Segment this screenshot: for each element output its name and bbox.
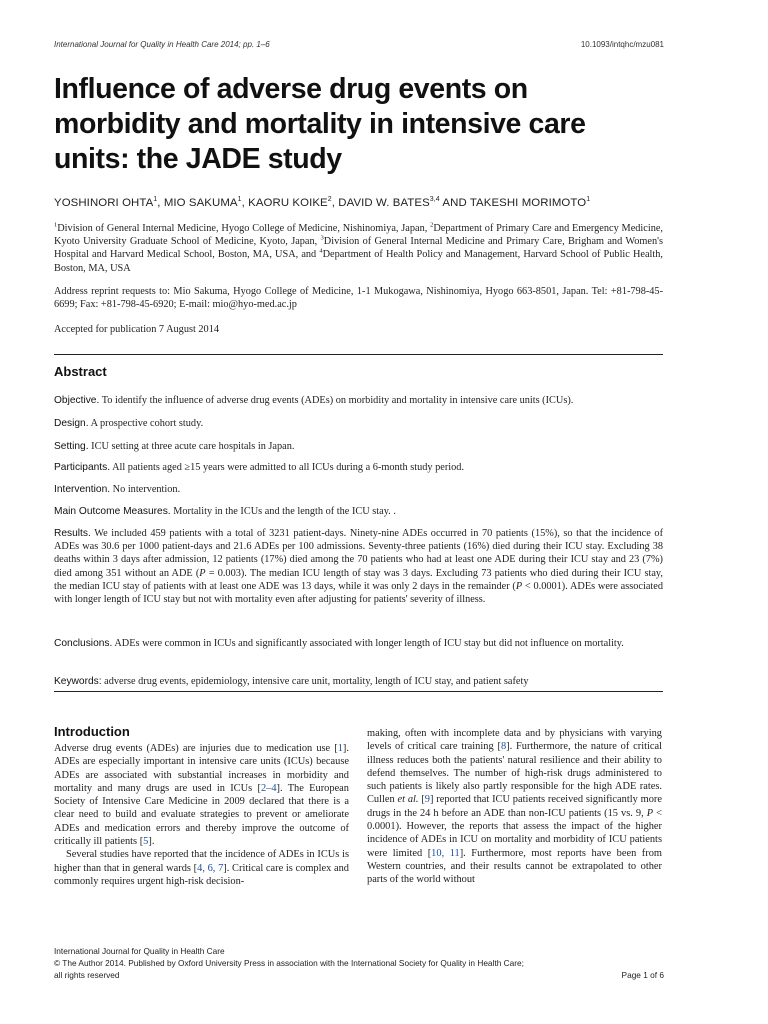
paragraph-text: reported that ICU patients received significantly more drugs in the 24 h before an ADE than non-ICU patients (15 vs. 9, — [367, 794, 662, 819]
affiliation-mark: 3 — [320, 234, 324, 242]
affiliation-text: Department of Primary Care and Emergency Medicine, Kyoto University Graduate School of Medicine, Kyoto, Japan, — [54, 223, 664, 248]
results-p-symbol: P — [515, 580, 523, 592]
author-affiliation-mark: 3,4 — [429, 196, 440, 203]
paragraph-text: [ — [193, 862, 198, 874]
paragraph — [54, 742, 349, 848]
citation-link[interactable]: 5 — [143, 836, 149, 848]
paragraph-text: Several studies have reported that the incidence of ADEs in ICUs is higher than that in general wards — [54, 849, 349, 874]
abstract-top-rule — [54, 354, 663, 355]
footer-rights: all rights reserved — [54, 970, 120, 980]
abstract-intervention — [54, 483, 663, 496]
outcome-label: Main Outcome Measures. — [54, 506, 171, 517]
paragraph-text: ] — [342, 743, 347, 754]
affiliation-mark: 4 — [319, 247, 323, 255]
setting-label: Setting. — [54, 441, 89, 452]
reprint-address: Address reprint requests to: Mio Sakuma, Hyogo College of Medicine, 1-1 Mukogawa, Nishinomiya, Hyogo 663-8501, Japan. Tel: +81-798-45-6699; Fax: +81-798-45-6920; E-mail: mio@hyo-med.ac.jp — [54, 286, 663, 311]
accepted-date: Accepted for publication 7 August 2014 — [54, 324, 220, 335]
author-affiliation-mark: 1 — [153, 196, 158, 203]
paragraph-text: ] — [506, 741, 510, 753]
citation-link[interactable]: 2–4 — [260, 782, 277, 794]
affiliation-text: Division of General Internal Medicine and Primary Care, Brigham and Women's Hospital and Harvard Medical School, Boston, MA, USA, and — [54, 236, 663, 261]
paragraph-text: Adverse drug events (ADEs) are injuries due to medication use — [54, 743, 335, 754]
conclusions-label: Conclusions. — [54, 638, 113, 649]
paragraph-text: [ — [334, 743, 338, 754]
paragraph-text: [ — [497, 741, 501, 753]
affiliations — [54, 222, 663, 275]
abstract-conclusions — [54, 637, 663, 650]
paragraph — [54, 848, 349, 888]
participants-label: Participants. — [54, 462, 111, 473]
abstract-design — [54, 417, 663, 430]
objective-text: To identify the influence of adverse drug events (ADEs) on morbidity and mortality in intensive care units (ICUs). — [101, 395, 574, 406]
author-affiliation-mark: 1 — [586, 196, 591, 203]
abstract-setting — [54, 440, 663, 453]
affiliation-mark: 1 — [54, 221, 58, 229]
design-text: A prospective cohort study. — [90, 418, 204, 429]
author-separator: , — [157, 196, 164, 209]
author-name: DAVID W. BATES — [338, 196, 430, 209]
body-column-left — [54, 742, 349, 888]
author-separator: AND — [439, 196, 470, 209]
citation-link[interactable]: 9 — [424, 794, 430, 806]
paragraph-text: [ — [139, 836, 144, 848]
author-affiliation-mark: 1 — [237, 196, 242, 203]
affiliation-mark: 2 — [430, 221, 434, 229]
author-name: YOSHINORI OHTA — [54, 196, 154, 209]
author-list — [54, 196, 674, 209]
design-label: Design. — [54, 418, 89, 429]
italic-text: P — [646, 807, 654, 819]
results-text: < 0.0001). ADEs were associated with longer length of ICU stay but not with mortality even after adjusting for patients' severity of illness. — [54, 580, 663, 606]
paragraph-text: ] — [276, 782, 280, 794]
paragraph-text: . — [151, 836, 155, 848]
page-number: Page 1 of 6 — [621, 970, 664, 980]
author-name: KAORU KOIKE — [248, 196, 328, 209]
citation-link[interactable]: 1 — [337, 743, 343, 754]
italic-text: et al. — [397, 794, 419, 806]
paragraph-text: . Critical care is complex and commonly requires urgent high-risk decision- — [54, 862, 349, 887]
results-text: We included 459 patients with a total of 3231 patient-days. Ninety-nine ADEs occurred in 70 patients (15%), so that the incidence of ADEs was 30.6 per 1000 patient-days and 21.6 ADEs per 100 admissions. Seventy-three patients (16%) died during their ICU stay. Excluding 38 deaths within 3 days after admission, 12 patients (17%) died among the 70 patients who had at least one ADE during their ICU stay and 23 (7%) died among 351 without an ADE ( — [54, 528, 664, 579]
paragraph-text: [ — [427, 847, 432, 859]
footer-copyright: © The Author 2014. Published by Oxford University Press in association with the International Society for Quality in Health Care; — [54, 958, 524, 968]
paragraph-text: ] — [459, 847, 464, 859]
abstract-keywords — [54, 675, 663, 688]
outcome-text: Mortality in the ICUs and the length of the ICU stay. . — [173, 506, 396, 517]
author-name: MIO SAKUMA — [163, 196, 238, 209]
results-p-symbol: P — [199, 567, 206, 579]
keywords-text: adverse drug events, epidemiology, intensive care unit, mortality, length of ICU stay, and patient safety — [104, 676, 529, 687]
conclusions-text: ADEs were common in ICUs and significantly associated with longer length of ICU stay but did not influence on mortality. — [114, 638, 624, 649]
paragraph-text: making, often with incomplete data and by physicians with varying levels of critical care training — [367, 728, 662, 753]
intervention-label: Intervention. — [54, 484, 111, 495]
abstract-bottom-rule — [54, 691, 663, 692]
author-name: TAKESHI MORIMOTO — [469, 196, 587, 209]
introduction-heading: Introduction — [54, 724, 130, 739]
paragraph-text: < 0.0001). However, the reports that assess the impact of the higher incidence of ADEs in ICU on mortality and morbidity of ICU patients were limited — [367, 807, 662, 859]
citation-link[interactable]: 10, 11 — [431, 847, 460, 859]
paragraph-text: [ — [257, 782, 261, 794]
results-label: Results. — [54, 528, 91, 539]
body-column-right — [367, 727, 662, 887]
citation-link[interactable]: 4, 6, 7 — [197, 862, 224, 874]
author-separator: , — [331, 196, 339, 209]
setting-text: ICU setting at three acute care hospitals in Japan. — [91, 441, 295, 452]
abstract-results — [54, 527, 663, 606]
objective-label: Objective. — [54, 395, 100, 406]
affiliation-text: Division of General Internal Medicine, Hyogo College of Medicine, Nishinomiya, Japan, — [57, 223, 431, 234]
paragraph-text: . Furthermore, most reports have been from Western countries, and their results cannot be extrapolated to other parts of the world without — [367, 847, 662, 886]
participants-text: All patients aged ≥15 years were admitted to all ICUs during a 6-month study period. — [112, 462, 465, 473]
results-text: = 0.003). The median ICU length of stay was 3 days. Excluding 73 patients who died during their ICU stay, the median ICU stay of patients with at least one ADE was 13 days, while it was only 2 days in the remainder ( — [54, 567, 663, 592]
abstract-objective — [54, 394, 663, 407]
abstract-heading: Abstract — [54, 364, 107, 379]
article-title: Influence of adverse drug events on morbidity and mortality in intensive care units: the JADE study — [54, 73, 586, 175]
keywords-label: Keywords: — [54, 676, 102, 687]
paragraph — [367, 727, 662, 887]
affiliation-text: Department of Health Policy and Management, Harvard School of Public Health, Boston, MA, USA — [54, 249, 663, 274]
footer-journal: International Journal for Quality in Health Care — [54, 946, 225, 956]
intervention-text: No intervention. — [112, 484, 181, 495]
paragraph-text: . The European Society of Intensive Care Medicine in 2009 declared that there is a clear need to build and evaluate strategies to prevent or ameliorate ADEs and medication errors and thereby improve the outcome of critically ill patients — [54, 782, 349, 848]
paragraph-text: . Furthermore, the nature of critical illness reduces both the patients' natural resilience and their ability to defend themselves. The number of high-risk drugs administered to such patients is likely also partly responsible for the high ADE rates. Cullen — [367, 741, 663, 806]
author-affiliation-mark: 2 — [327, 196, 332, 203]
paragraph-text: ] — [429, 794, 434, 806]
paragraph-text: [ — [421, 794, 425, 806]
paragraph-text: ] — [223, 862, 227, 874]
author-separator: , — [241, 196, 249, 209]
running-head-doi: 10.1093/intqhc/mzu081 — [580, 40, 664, 49]
paragraph-text: ] — [148, 836, 152, 848]
citation-link[interactable]: 8 — [500, 741, 507, 753]
abstract-participants — [54, 461, 663, 474]
paragraph-text: . ADEs are especially important in intensive care units (ICUs) because ADEs are associated with substantial increases in morbidity and mortality and many drugs are used in ICUs — [54, 743, 349, 794]
running-head-journal: International Journal for Quality in Health Care 2014; pp. 1–6 — [54, 40, 270, 49]
abstract-outcome-measures — [54, 505, 663, 518]
